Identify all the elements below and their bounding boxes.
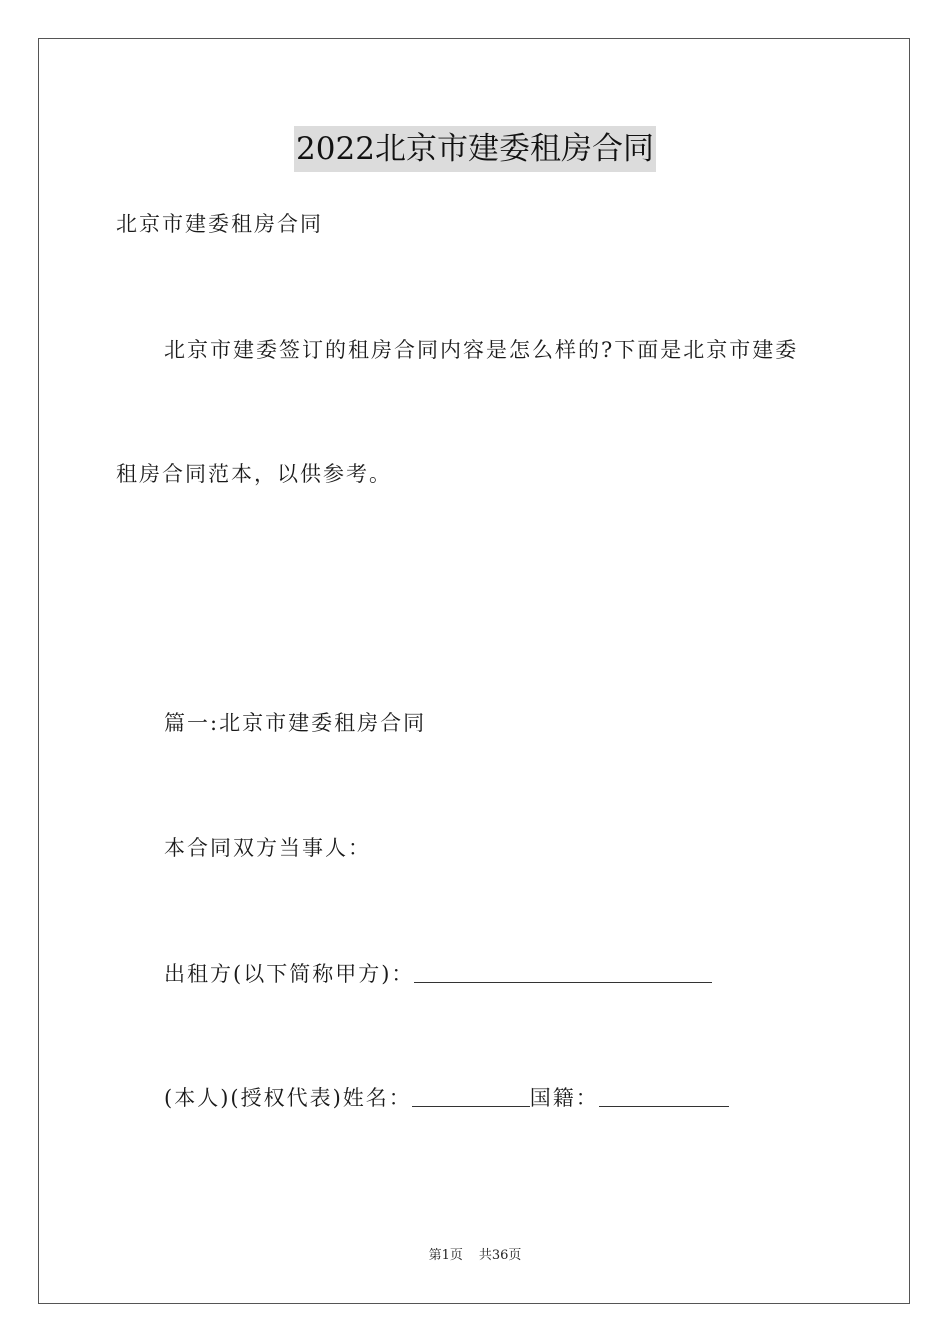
document-title: 2022北京市建委租房合同 [294, 126, 656, 172]
name-blank-field[interactable] [412, 1084, 530, 1107]
document-subtitle: 北京市建委租房合同 [116, 212, 323, 236]
lessor-label: 出租方(以下简称甲方)： [164, 962, 415, 986]
name-label: (本人)(授权代表)姓名： [164, 1086, 412, 1110]
nationality-blank-field[interactable] [599, 1084, 729, 1107]
nationality-label: 国籍： [529, 1086, 599, 1110]
page-number-current: 第1页 [428, 1248, 463, 1263]
title-container [0, 126, 950, 172]
page-number-total: 共36页 [478, 1248, 522, 1263]
section-heading: 篇一:北京市建委租房合同 [164, 711, 427, 735]
intro-line-2: 租房合同范本，以供参考。 [116, 462, 392, 486]
lessor-blank-field[interactable] [414, 960, 712, 983]
page-footer [0, 1247, 950, 1265]
parties-label: 本合同双方当事人： [164, 836, 371, 860]
lessor-row [164, 958, 712, 988]
name-nationality-row [164, 1082, 729, 1112]
intro-line-1: 北京市建委签订的租房合同内容是怎么样的?下面是北京市建委 [164, 338, 799, 362]
